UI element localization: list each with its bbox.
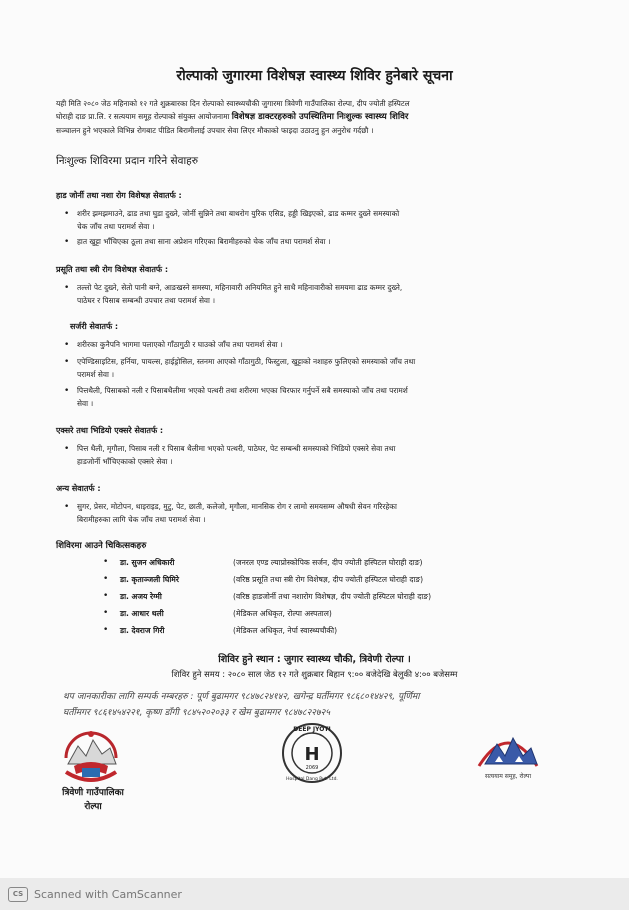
- municipality-district: रोल्पा: [84, 802, 102, 812]
- satyayam-caption: सत्ययाम समूह, रोल्पा: [485, 773, 531, 780]
- deep-jyoti-hospital-seal-logo: [281, 722, 343, 784]
- list-item: • तल्लो पेट दुख्ने, सेतो पानी बग्ने, आङखस्ने समस्या, महिनावारी अनियमित हुने साथै महिनावारीको समयमा ढाड कम्मर दुख्ने, पाठेघर र पिसाब सम्बन्धी उपचार तथा परामर्श सेवा ।: [64, 283, 403, 305]
- list-item: • शरीरका कुनैपनि भागमा पलाएको गाँठागुठी र घाउको जाँच तथा परामर्श सेवा ।: [64, 340, 283, 350]
- satyayam-group-logo: [475, 726, 541, 786]
- bullet-icon: •: [103, 574, 109, 584]
- section-heading-other: अन्य सेवातर्फ :: [56, 484, 101, 493]
- section-heading-gynecology: प्रसूति तथा स्त्री रोग विशेषज्ञ सेवातर्फ :: [56, 265, 169, 274]
- bullet-icon: •: [64, 357, 70, 367]
- contact-info: थप जानकारीका लागि सम्पर्क नम्बरहरु : पूर्ण बुढामगर ९८४७८२४१४२, खगेन्द्र घर्तीमगर ९८६८०१४४२९, पूर्णिमा घर्तीमगर ९८६१४५४२२१, कृष्ण डाँगी ९८४५२०२०३३ र खेम बुढामगर ९८४७८२२७२५: [63, 692, 420, 718]
- scanner-watermark: [0, 878, 629, 910]
- seal-bottom-text: Hospital Dang Pvt. Ltd.: [286, 777, 338, 782]
- camp-venue: शिविर हुने स्थान : जुगार स्वास्थ्य चौकी, त्रिवेणी रोल्पा ।: [218, 654, 411, 665]
- seal-year: 2069: [305, 765, 319, 771]
- municipality-emblem-logo: [60, 728, 122, 784]
- section-heading-orthopedic: हाड जोर्नी तथा नशा रोग विशेषज्ञ सेवातर्फ :: [56, 191, 182, 200]
- section-heading-xray: एक्सरे तथा भिडियो एक्सरे सेवातर्फ :: [56, 426, 164, 435]
- bullet-icon: •: [103, 608, 109, 618]
- doctor-row: • डा. देवराज गिरी (मेडिकल अधिकृत, नेर्पा स्वास्थ्यचौकी): [103, 625, 338, 635]
- list-item: • पित्तथैली, पिसाबको नली र पिसाबथैलीमा भएको पत्थरी तथा शरीरमा भएका चिरफार गर्नुपर्ने सबै समस्याको जाँच तथा परामर्श सेवा ।: [64, 386, 408, 408]
- doctor-row: • डा. सुजन अधिकारी (जनरल एण्ड ल्याप्रोस्कोपिक सर्जन, दीप ज्योती हस्पिटल घोराही दाङ): [103, 557, 423, 567]
- municipality-name: त्रिवेणी गाउँपालिका: [62, 788, 124, 798]
- doctors-heading: शिविरमा आउने चिकित्सकहरु: [56, 541, 147, 551]
- services-heading: निःशुल्क शिविरमा प्रदान गरिने सेवाहरु: [56, 155, 199, 167]
- intro-line-2: घोराही दाङ प्रा.लि. र सत्ययाम समूह रोल्पाको संयुक्त आयोजनामा विशेषज्ञ डाक्टरहरुको उपस्थितिमा निःशुल्क स्वास्थ्य शिविर: [56, 112, 409, 122]
- doctor-row: • डा. कृताञ्जली घिमिरे (वरिष्ठ प्रसूति तथा स्त्री रोग विशेषज्ञ, दीप ज्योती हस्पिटल घोराही दाङ): [103, 574, 424, 584]
- list-item: • पित्त थैली, मृगौला, पिसाब नली र पिसाब थैलीमा भएको पत्थरी, पाठेघर, पेट सम्बन्धी समस्याको भिडियो एक्सरे सेवा तथा हाडजोर्नी भाँचिएकाको एक्सरे सेवा ।: [64, 444, 396, 466]
- bullet-icon: •: [64, 237, 70, 247]
- scanner-label: Scanned with CamScanner: [34, 887, 182, 901]
- bullet-icon: •: [64, 209, 70, 219]
- doctor-row: • डा. आधार थली (मेडिकल अधिकृत, रोल्पा अस्पताल): [103, 608, 332, 618]
- camp-time: शिविर हुने समय : २०८० साल जेठ १२ गते शुक्रबार बिहान ९:०० बजेदेखि बेलुकी ४:०० बजेसम्म: [171, 669, 458, 679]
- camscanner-icon: CS: [8, 887, 28, 902]
- list-item: • सुगर, प्रेसर, मोटोपन, थाइराइड, मुटु, पेट, छाती, कलेजो, मृगौला, मानसिक रोग र लामो समयसम्म औषधी सेवन गरिरहेका बिरामीहरुका लागि चेक जाँच तथा परामर्श सेवा ।: [64, 502, 397, 524]
- notice-title: रोल्पाको जुगारमा विशेषज्ञ स्वास्थ्य शिविर हुनेबारे सूचना: [176, 68, 453, 84]
- bullet-icon: •: [64, 386, 70, 396]
- bullet-icon: •: [103, 557, 109, 567]
- intro-paragraph: [56, 97, 576, 137]
- bullet-icon: •: [64, 283, 70, 293]
- seal-top-text: DEEP JYOTI: [293, 726, 331, 733]
- bullet-icon: •: [64, 444, 70, 454]
- seal-letter: H: [304, 744, 320, 765]
- doctor-row: • डा. अजय रेग्मी (वरिष्ठ हाडजोर्नी तथा नशारोग विशेषज्ञ, दीप ज्योती हस्पिटल घोराही दाङ): [103, 591, 432, 601]
- bullet-icon: •: [64, 502, 70, 512]
- list-item: • शरीर झमझमाउने, ढाड तथा घुडा दुख्ने, जोर्नी सुन्निने तथा बाथरोग युरिक एसिड, हड्डी खिइएको, ढाड कम्मर दुख्ने समस्याको चेक जाँच तथा परामर्श सेवा ।: [64, 209, 400, 231]
- list-item: • हात खुट्टा भाँचिएका ठूला तथा साना अप्रेशन गरिएका बिरामीहरुको चेक जाँच तथा परामर्श सेवा ।: [64, 237, 331, 247]
- intro-line-3: सञ्चालन हुने भएकाले विभिन्न रोगबाट पीडित बिरामीलाई उपचार सेवा लिएर मौकाको फाइदा उठाउनु हुन अनुरोध गर्दछौ ।: [56, 126, 374, 135]
- intro-line-1: यही मिति २०८० जेठ महिनाको १२ गते शुक्रबारका दिन रोल्पाको स्वास्थ्यचौकी जुगारमा त्रिवेणी गाउँपालिका रोल्पा, दीप ज्योती हस्पिटल: [56, 99, 410, 108]
- intro-highlight: विशेषज्ञ डाक्टरहरुको उपस्थितिमा निःशुल्क स्वास्थ्य शिविर: [231, 112, 409, 122]
- bullet-icon: •: [103, 591, 109, 601]
- bullet-icon: •: [64, 340, 70, 350]
- bullet-icon: •: [103, 625, 109, 635]
- list-item: • एपेण्डिसाइटिस, हर्निया, पायल्स, हाईड्रोसिल, स्तनमा आएको गाँठागुठी, फिस्टुला, खुट्टाको नशाहरु फुलिएको समस्याको जाँच तथा परामर्श सेवा ।: [64, 357, 416, 379]
- section-heading-surgery: सर्जरी सेवातर्फ :: [70, 322, 119, 331]
